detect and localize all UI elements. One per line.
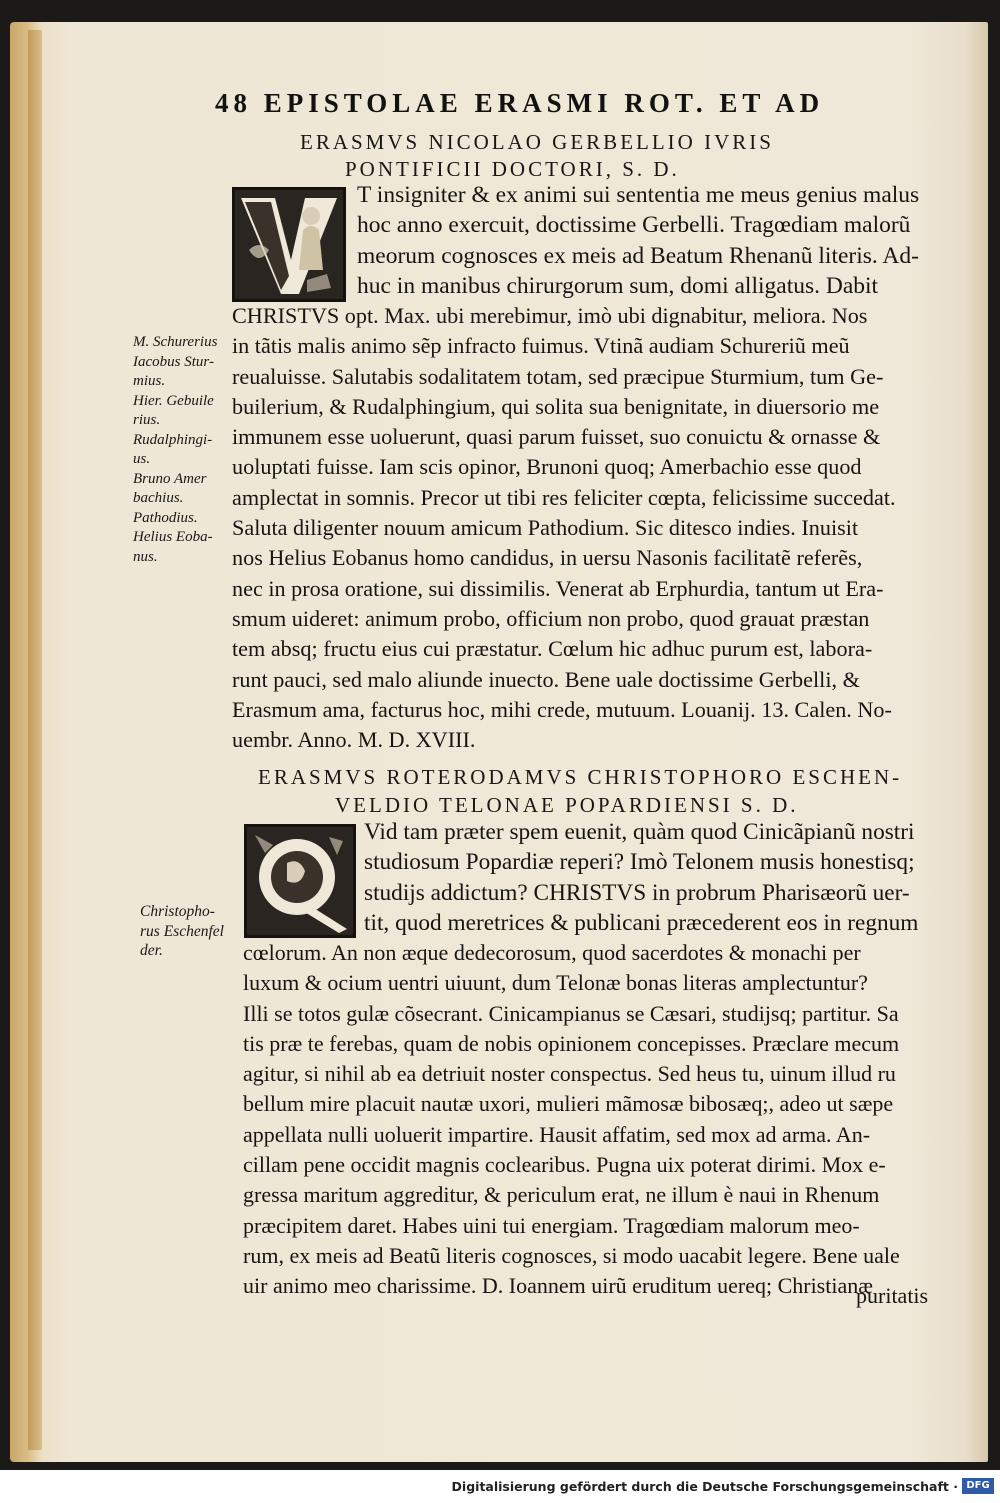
text-line: meorum cognosces ex meis ad Beatum Rhenanũ literis. Ad-	[357, 242, 919, 269]
margin-note: Bruno Amer	[133, 470, 207, 487]
margin-note: Hier. Gebuile	[133, 392, 214, 409]
margin-note: nus.	[133, 548, 158, 565]
decorated-initial-v	[232, 187, 346, 302]
text-line: agitur, si nihil ab ea detriuit noster conspectus. Sed heus tu, uinum illud ru	[243, 1061, 896, 1087]
text-line: runt pauci, sed malo aliunde inuecto. Bene uale doctissime Gerbelli, &	[232, 666, 860, 692]
text-line: rum, ex meis ad Beatũ literis cognosces, si modo uacabit legere. Bene uale	[243, 1242, 900, 1268]
text-line: studiosum Popardiæ reperi? Imò Telonem musis honestisq;	[364, 849, 915, 876]
text-line: Erasmum ama, facturus hoc, mihi crede, mutuum. Louanij. 13. Calen. No-	[232, 696, 892, 722]
text-line: appellata nulli uoluerit impartire. Hausit affatim, sed mox ad arma. An-	[243, 1121, 871, 1147]
text-line: amplectat in somnis. Precor ut tibi res feliciter cœpta, felicissime succedat.	[232, 484, 896, 510]
letter1-body-indented	[357, 180, 919, 301]
text-line: Saluta diligenter nouum amicum Pathodium. Sic ditesco indies. Inuisit	[232, 515, 859, 541]
margin-note: Helius Eoba-	[133, 529, 213, 545]
text-line: builerium, & Rudalphingium, qui solita sua benignitate, in diuersorio me	[232, 393, 880, 419]
text-line: uoluptati fuisse. Iam scis opinor, Brunoni quoq; Amerbachio esse quod	[232, 454, 862, 480]
letter2-heading-line1: ERASMVS ROTERODAMVS CHRISTOPHORO ESCHEN-	[258, 765, 903, 789]
text-line: studijs addictum? CHRISTVS in probrum Pharisæorũ uer-	[364, 879, 910, 906]
letter1-body	[232, 301, 896, 755]
text-line: hoc anno exercuit, doctissime Gerbelli. Tragœdiam malorũ	[357, 212, 911, 239]
woodcut-initial-icon	[235, 190, 343, 299]
text-line: cillam pene occidit magnis coclearibus. Pugna uix poterat dirimi. Mox e-	[243, 1152, 886, 1178]
text-line: uir animo meo charissime. D. Ioannem uirũ eruditum uereq; Christianæ	[243, 1273, 873, 1299]
margin-note: bachius.	[133, 490, 184, 506]
text-line: huc in manibus chirurgorum sum, domi alligatus. Dabit	[357, 272, 879, 299]
woodcut-initial-icon	[247, 827, 353, 935]
funding-notice: Digitalisierung gefördert durch die Deutsche Forschungsgemeinschaft ·	[451, 1479, 958, 1494]
decorated-initial-q	[244, 824, 356, 938]
text-line: in tãtis malis animo sẽp infracto fuimus. Vtinã audiam Schureriũ meũ	[232, 333, 850, 359]
text-line: CHRISTVS opt. Max. ubi merebimur, imò ubi dignabitur, meliora. Nos	[232, 303, 868, 328]
text-line: T insigniter & ex animi sui sententia me meus genius malus	[357, 182, 920, 208]
text-line: tit, quod meretrices & publicani præcederent eos in regnum	[364, 909, 919, 936]
letter2-body	[243, 938, 900, 1302]
letter1-heading-line1: ERASMVS NICOLAO GERBELLIO IVRIS	[300, 130, 774, 154]
dfg-logo-icon: DFG	[962, 1478, 994, 1494]
margin-note: Christopho-	[140, 903, 215, 920]
margin-note: Pathodius.	[133, 509, 198, 526]
text-line: nec in prosa oratione, sui dissimilis. Venerat ab Erphurdia, tantum ut Era-	[232, 575, 884, 601]
page-edge	[28, 30, 42, 1450]
catchword: puritatis	[856, 1283, 929, 1308]
text-line: reualuisse. Salutabis sodalitatem totam, sed præcipue Sturmium, tum Ge-	[232, 363, 884, 389]
margin-note: M. Schurerius	[133, 334, 218, 350]
text-line: præcipitem daret. Habes uini tui energiam. Tragœdiam malorum meo-	[243, 1212, 860, 1238]
margin-note: mius.	[133, 373, 166, 389]
letter1-margin-notes	[133, 333, 217, 567]
footer-bar	[0, 1470, 1000, 1503]
text-line: tem absq; fructu eius cui præstatur. Cœlum hic adhuc purum est, labora-	[232, 636, 873, 662]
text-line: gressa maritum aggreditur, & periculum erat, ne illum è naui in Rhenum	[243, 1182, 880, 1208]
text-line: bellum mire placuit nautæ uxori, mulieri mãmosæ bibosæq;, adeo ut sæpe	[243, 1091, 894, 1117]
margin-note: Rudalphingi-	[133, 431, 213, 448]
text-line: immunem esse uoluerunt, quasi parum fuisset, suo conuictu & ornasse &	[232, 424, 881, 450]
text-line: smum uideret: animum probo, officium non probo, quod grauat præstan	[232, 605, 870, 631]
text-line: Vid tam præter spem euenit, quàm quod Cinicãpianũ nostri	[364, 819, 915, 845]
margin-note: rus Eschenfel	[140, 922, 224, 940]
text-line: Illi se totos gulæ cõsecrant. Cinicampianus se Cæsari, studijsq; partitur. Sa	[243, 1000, 899, 1026]
margin-note: us.	[133, 451, 151, 467]
text-line: cœlorum. An non æque dedecorosum, quod sacerdotes & monachi per	[243, 940, 861, 965]
text-line: uembr. Anno. M. D. XVIII.	[232, 727, 476, 753]
letter1-heading-line2: PONTIFICII DOCTORI, S. D.	[345, 157, 680, 181]
letter2-heading-line2: VELDIO TELONAE POPARDIENSI S. D.	[335, 793, 799, 817]
letter2-margin-notes	[140, 902, 224, 961]
text-line: luxum & ocium uentri uiuunt, dum Telonæ bonas literas amplectuntur?	[243, 970, 868, 996]
margin-note: Iacobus Stur-	[133, 353, 214, 370]
letter2-body-indented	[364, 817, 918, 938]
text-line: tis præ te ferebas, quam de nobis opinionem concepisses. Præclare mecum	[243, 1030, 900, 1056]
margin-note: der.	[140, 942, 163, 959]
text-line: nos Helius Eobanus homo candidus, in uersu Nasonis facilitatẽ referẽs,	[232, 545, 863, 571]
running-head: 48 EPISTOLAE ERASMI ROT. ET AD	[215, 88, 825, 118]
margin-note: rius.	[133, 412, 161, 428]
